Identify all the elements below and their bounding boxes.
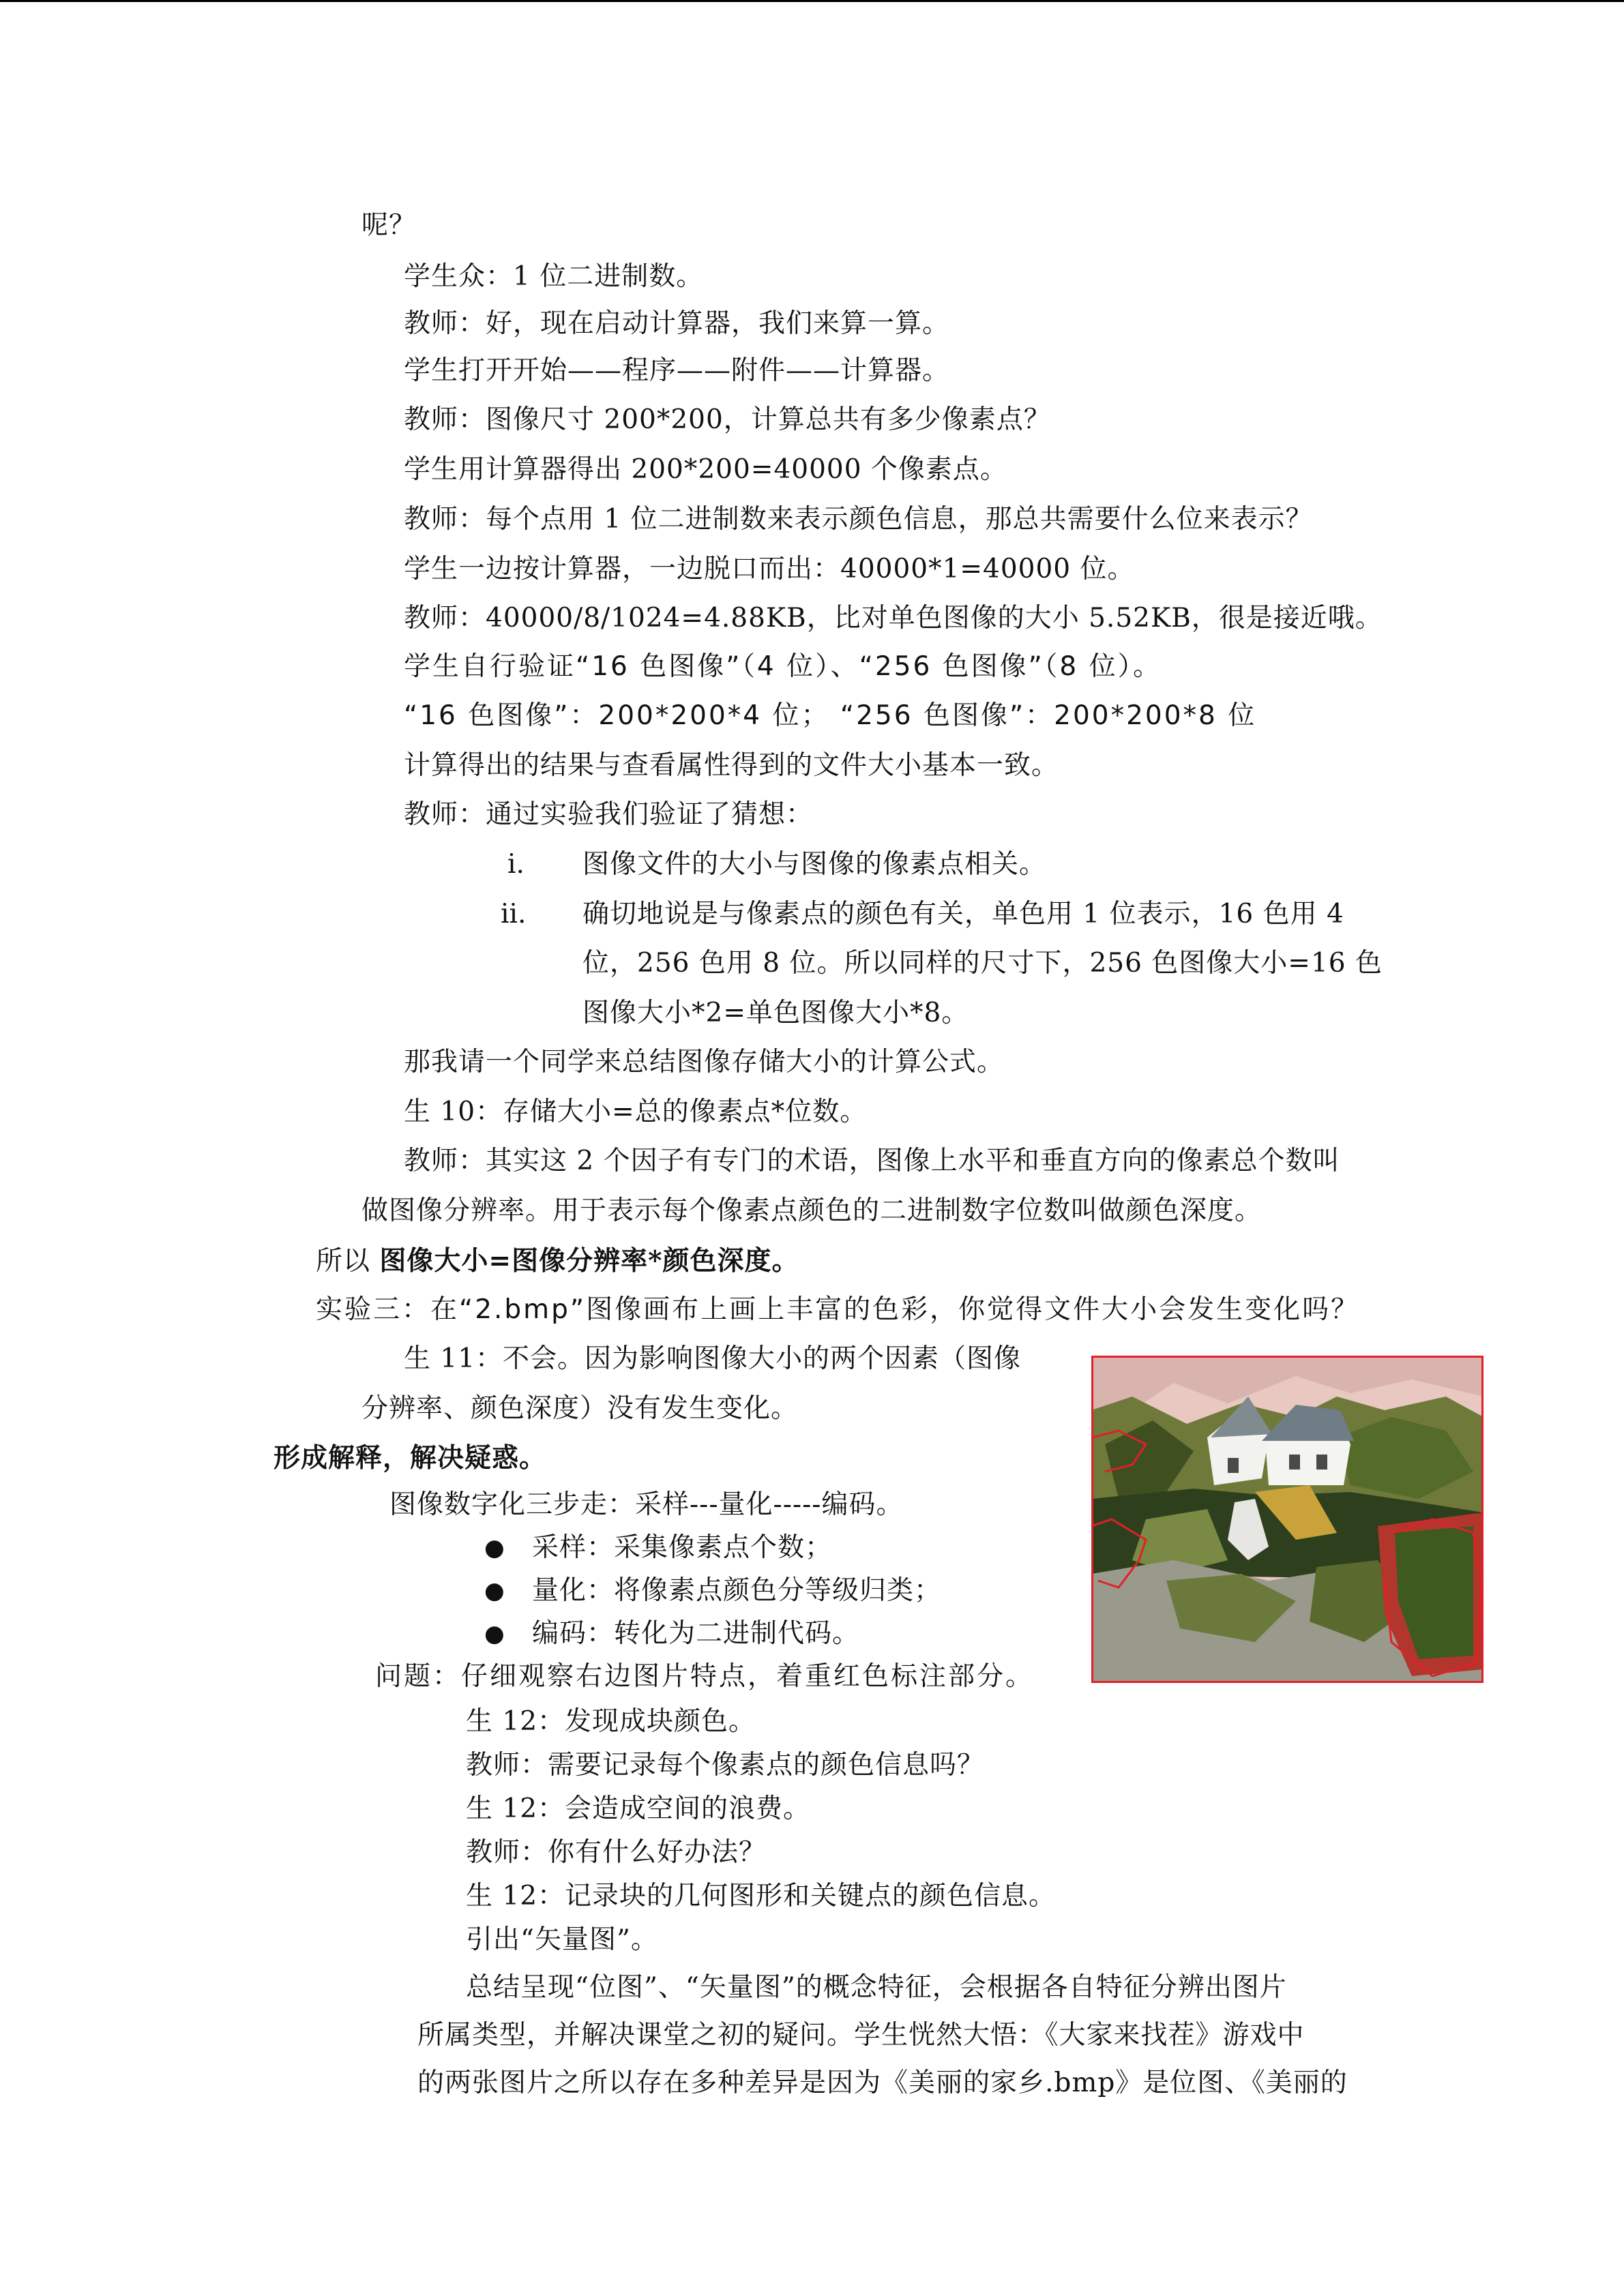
- text-line: 所属类型，并解决课堂之初的疑问。学生恍然大悟：《大家来找茬》游戏中: [417, 2020, 1305, 2051]
- list-number: ii.: [501, 899, 527, 929]
- text-line: 教师：好，现在启动计算器，我们来算一算。: [404, 308, 950, 339]
- text-line: 引出“矢量图”。: [466, 1924, 658, 1955]
- text-line: 生 10：存储大小=总的像素点*位数。: [404, 1097, 868, 1127]
- bullet-icon: ●: [484, 1620, 505, 1648]
- text-line: 生 11：不会。因为影响图像大小的两个因素（图像: [404, 1343, 1022, 1374]
- text-line: 总结呈现“位图”、“矢量图”的概念特征，会根据各自特征分辨出图片: [466, 1972, 1287, 2003]
- list-number: i.: [507, 849, 525, 880]
- text-line: 教师：通过实验我们验证了猜想：: [404, 799, 814, 830]
- experiment-line: 实验三：在“2.bmp”图像画布上画上丰富的色彩，你觉得文件大小会发生变化吗？: [316, 1294, 1360, 1325]
- bullet-icon: ●: [484, 1577, 505, 1605]
- list-item: 确切地说是与像素点的颜色有关，单色用 1 位表示，16 色用 4: [582, 899, 1344, 929]
- text-line: 教师：每个点用 1 位二进制数来表示颜色信息，那总共需要什么位来表示？: [404, 504, 1313, 535]
- bullet-item: 量化：将像素点颜色分等级归类；: [532, 1575, 942, 1606]
- text-line: 做图像分辨率。用于表示每个像素点颜色的二进制数字位数叫做颜色深度。: [361, 1195, 1263, 1226]
- bullet-item: 采样：采集像素点个数；: [532, 1532, 833, 1563]
- text-line: 教师：需要记录每个像素点的颜色信息吗？: [466, 1750, 985, 1780]
- text-line: “16 色图像”：200*200*4 位； “256 色图像”：200*200*8 位: [404, 700, 1257, 731]
- window: [1289, 1455, 1300, 1470]
- bullet-item: 编码：转化为二进制代码。: [532, 1618, 860, 1649]
- text-line: 的两张图片之所以存在多种差异是因为《美丽的家乡.bmp》是位图、《美丽的: [417, 2068, 1348, 2098]
- text-line: 学生打开开始——程序——附件——计算器。: [404, 355, 950, 386]
- formula-line: [316, 1244, 799, 1279]
- vector-landscape-illustration: [1091, 1356, 1483, 1683]
- text-line: 分辨率、颜色深度）没有发生变化。: [361, 1393, 799, 1424]
- formula-bold: 图像大小=图像分辨率*颜色深度。: [379, 1245, 799, 1277]
- text-line: 学生自行验证“16 色图像”（4 位）、“256 色图像”（8 位）。: [404, 651, 1162, 682]
- section-heading: 形成解释，解决疑惑。: [274, 1442, 547, 1474]
- text-line: 计算得出的结果与查看属性得到的文件大小基本一致。: [404, 750, 1059, 781]
- text-line: 生 12：会造成空间的浪费。: [466, 1793, 811, 1824]
- window: [1316, 1455, 1327, 1470]
- text-line: 教师：40000/8/1024=4.88KB，比对单色图像的大小 5.52KB，很是接近哦。: [404, 603, 1383, 633]
- window: [1228, 1458, 1239, 1473]
- text-line: 图像数字化三步走：采样---量化-----编码。: [389, 1489, 904, 1520]
- bullet-icon: ●: [484, 1534, 505, 1562]
- text-line: 呢？: [361, 210, 417, 241]
- formula-prefix: 所以: [316, 1246, 380, 1277]
- text-line: 学生用计算器得出 200*200=40000 个像素点。: [404, 454, 1007, 485]
- text-line: 教师：图像尺寸 200*200，计算总共有多少像素点？: [404, 404, 1051, 435]
- list-item: 图像文件的大小与图像的像素点相关。: [582, 849, 1047, 880]
- text-line: 教师：你有什么好办法？: [466, 1837, 767, 1868]
- text-line: 学生众：1 位二进制数。: [404, 261, 704, 292]
- question-line: 问题：仔细观察右边图片特点，着重红色标注部分。: [375, 1661, 1035, 1692]
- text-line: 教师：其实这 2 个因子有专门的术语，图像上水平和垂直方向的像素总个数叫: [404, 1146, 1340, 1176]
- list-item-continued: 图像大小*2=单色图像大小*8。: [582, 998, 969, 1028]
- text-line: 生 12：记录块的几何图形和关键点的颜色信息。: [466, 1881, 1057, 1911]
- list-item-continued: 位，256 色用 8 位。所以同样的尺寸下，256 色图像大小=16 色: [582, 948, 1383, 979]
- text-line: 那我请一个同学来总结图像存储大小的计算公式。: [404, 1047, 1005, 1077]
- text-line: 学生一边按计算器，一边脱口而出：40000*1=40000 位。: [404, 554, 1135, 584]
- page-top-border: [0, 0, 1624, 2]
- text-line: 生 12：发现成块颜色。: [466, 1706, 756, 1737]
